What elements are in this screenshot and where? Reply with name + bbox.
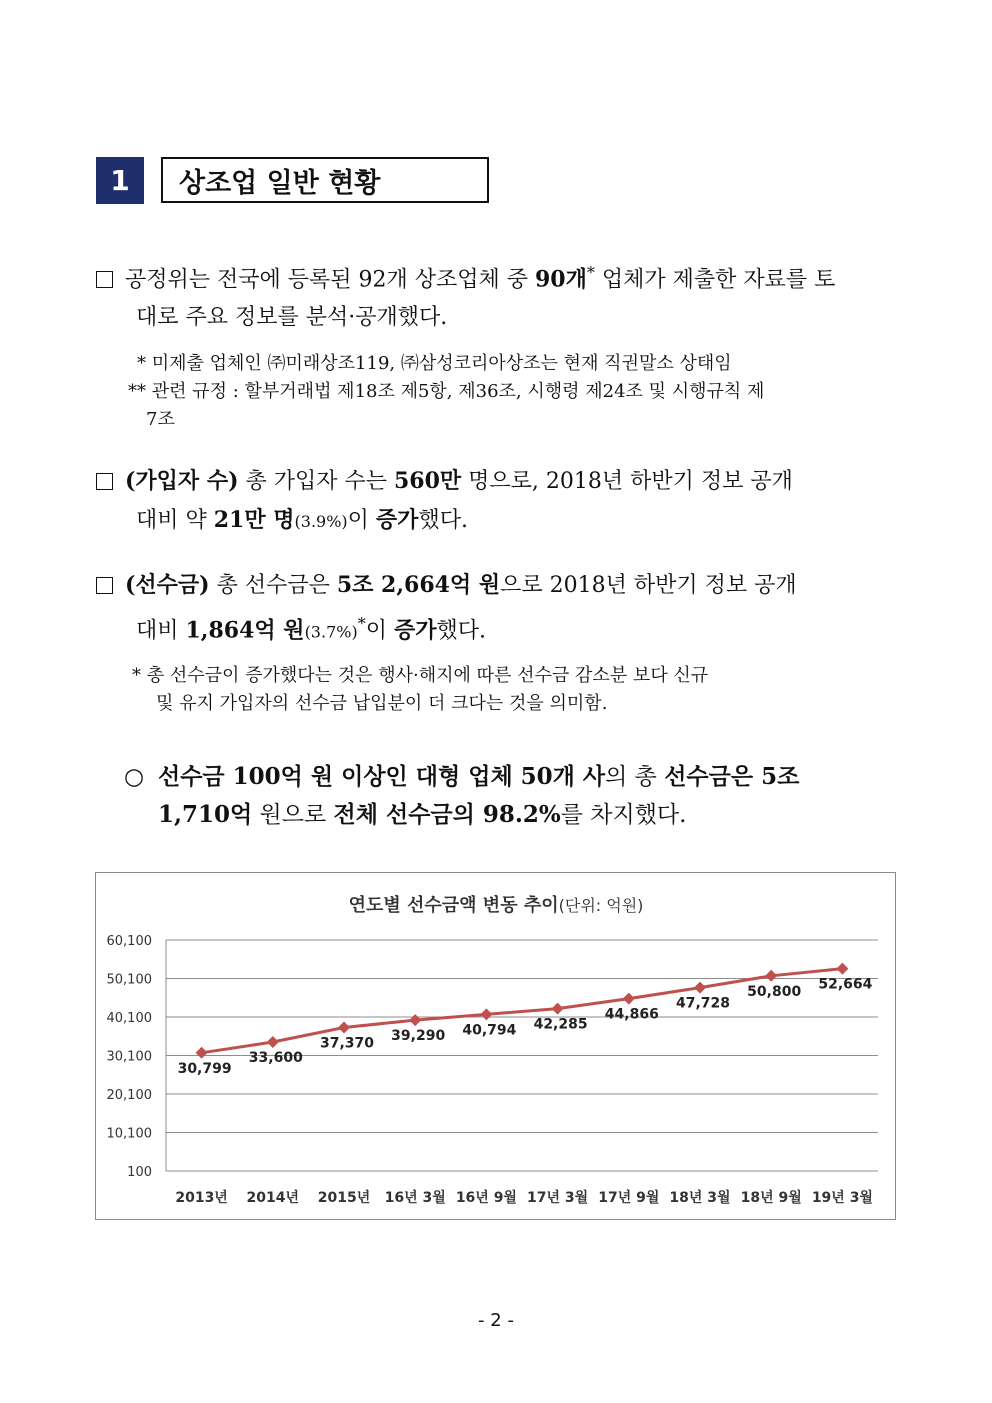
data-point [765,970,777,982]
data-label: 30,799 [177,1060,232,1077]
data-point [196,1047,208,1059]
line-chart [96,873,895,1219]
note2-line1: 총 선수금이 증가했다는 것은 행사·해지에 따른 선수금 감소분 보다 신규 [146,665,709,686]
chart-title: 연도별 선수금액 변동 추이(단위: 억원) [348,895,644,916]
data-label: 37,370 [319,1035,375,1052]
note2-text: 관련 규정 : 할부거래법 제18조 제5항, 제36조, 시행령 제24조 및 시행규칙 제 [151,381,765,402]
x-tick-label: 19년 3월 [811,1190,873,1206]
x-tick-label: 18년 3월 [669,1190,731,1206]
p1-line2: 대로 주요 정보를 분석·공개했다. [136,305,448,331]
data-point [338,1022,350,1034]
section-title: 상조업 일반 현황 [161,157,489,203]
p2-l2b: 이 [347,508,376,533]
p3-l2c: 했다. [436,618,486,644]
note2-continuation: 7조 [146,409,175,430]
y-tick-label: 20,100 [106,1088,152,1103]
p3-text-a: 총 선수금은 [209,573,337,598]
p1-bold: 90개 [535,266,587,293]
p3-footnote-mark: * [357,614,366,633]
paragraph-1 [96,254,896,337]
p3-value-1: 5조 2,664억 원 [336,572,501,598]
p2-text-b: 명으로, 2018년 하반기 정보 공개 [461,469,793,494]
data-point [623,993,635,1005]
p3-value-3: 증가 [393,617,437,644]
p3-percent: (3.7%) [304,622,358,642]
x-tick-label: 2014년 [246,1190,300,1206]
p3-l2a: 대비 [136,618,186,644]
y-tick-label: 40,100 [106,1011,152,1026]
p3-label: (선수금) [125,572,210,598]
p4-l2b: 원으로 [252,802,334,828]
section-number: 1 [96,157,144,204]
y-tick-label: 50,100 [106,972,152,988]
note2-line2: 및 유지 가입자의 선수금 납입분이 더 크다는 것을 의미함. [156,693,608,714]
data-point [836,963,848,975]
p3-text-b: 으로 2018년 하반기 정보 공개 [500,573,797,598]
data-point [694,982,706,994]
p3-l2b: 이 [365,618,394,644]
bullet-icon: ○ [124,764,145,790]
p4-value-1: 선수금 100억 원 이상인 대형 업체 50개 사 [158,763,606,790]
x-tick-label: 17년 9월 [598,1190,660,1206]
data-label: 40,794 [462,1022,517,1039]
p2-value-3: 증가 [375,507,419,533]
x-tick-label: 16년 3월 [384,1190,446,1206]
p2-percent: (3.9%) [294,512,348,531]
data-label: 33,600 [248,1050,303,1067]
y-tick-label: 10,100 [106,1126,152,1142]
data-label: 47,728 [675,995,731,1012]
x-tick-label: 2015년 [317,1190,371,1206]
p2-l2a: 대비 약 [136,508,214,533]
data-point [409,1014,421,1026]
data-label: 52,664 [818,976,873,993]
note-2 [132,662,902,718]
p1-text-a: 공정위는 전국에 등록된 92개 상조업체 중 [125,267,535,293]
p2-text-a: 총 가입자 수는 [238,469,394,494]
p2-value-2: 21만 명 [213,507,295,533]
y-tick-label: 100 [127,1165,152,1180]
y-tick-label: 60,100 [106,934,152,949]
data-point [267,1036,279,1048]
p1-footnote-mark: * [586,263,595,282]
p4-value-2: 선수금은 5조 [664,763,800,790]
paragraph-2 [96,462,896,541]
data-label: 50,800 [747,983,802,1000]
page-number: - 2 - [478,1310,514,1331]
notes-1 [118,350,898,434]
data-point [480,1008,492,1020]
checkbox-icon [96,271,113,288]
note2-mark: * [132,665,141,686]
x-tick-label: 18년 9월 [740,1190,802,1206]
x-tick-label: 16년 9월 [455,1190,517,1206]
data-point [552,1003,564,1015]
p3-value-2: 1,864억 원 [185,617,305,644]
p1-text-b: 업체가 제출한 자료를 토 [594,267,836,293]
note1-text: 미제출 업체인 ㈜미래상조119, ㈜삼성코리아상조는 현재 직권말소 상태임 [151,353,732,374]
chart-frame [95,872,896,1220]
x-tick-label: 2013년 [175,1190,228,1206]
p4-l2c: 를 차지했다. [560,802,687,828]
checkbox-icon [96,473,113,490]
paragraph-3 [96,566,896,651]
paragraph-4 [124,758,904,834]
p2-label: (가입자 수) [125,468,239,494]
data-label: 42,285 [533,1016,588,1033]
series-line [202,969,843,1053]
note2-mark: ** [128,381,146,402]
p4-text-a: 의 총 [605,764,665,790]
note1-mark: * [137,353,146,374]
y-tick-label: 30,100 [106,1049,152,1065]
data-label: 44,866 [604,1006,659,1023]
data-label: 39,290 [391,1028,446,1045]
x-tick-label: 17년 3월 [527,1190,589,1206]
checkbox-icon [96,577,113,594]
p4-l2a: 1,710억 [158,801,253,828]
p2-value-1: 560만 [394,468,462,494]
p4-value-3: 전체 선수금의 98.2% [333,801,561,828]
p2-l2c: 했다. [418,508,468,533]
